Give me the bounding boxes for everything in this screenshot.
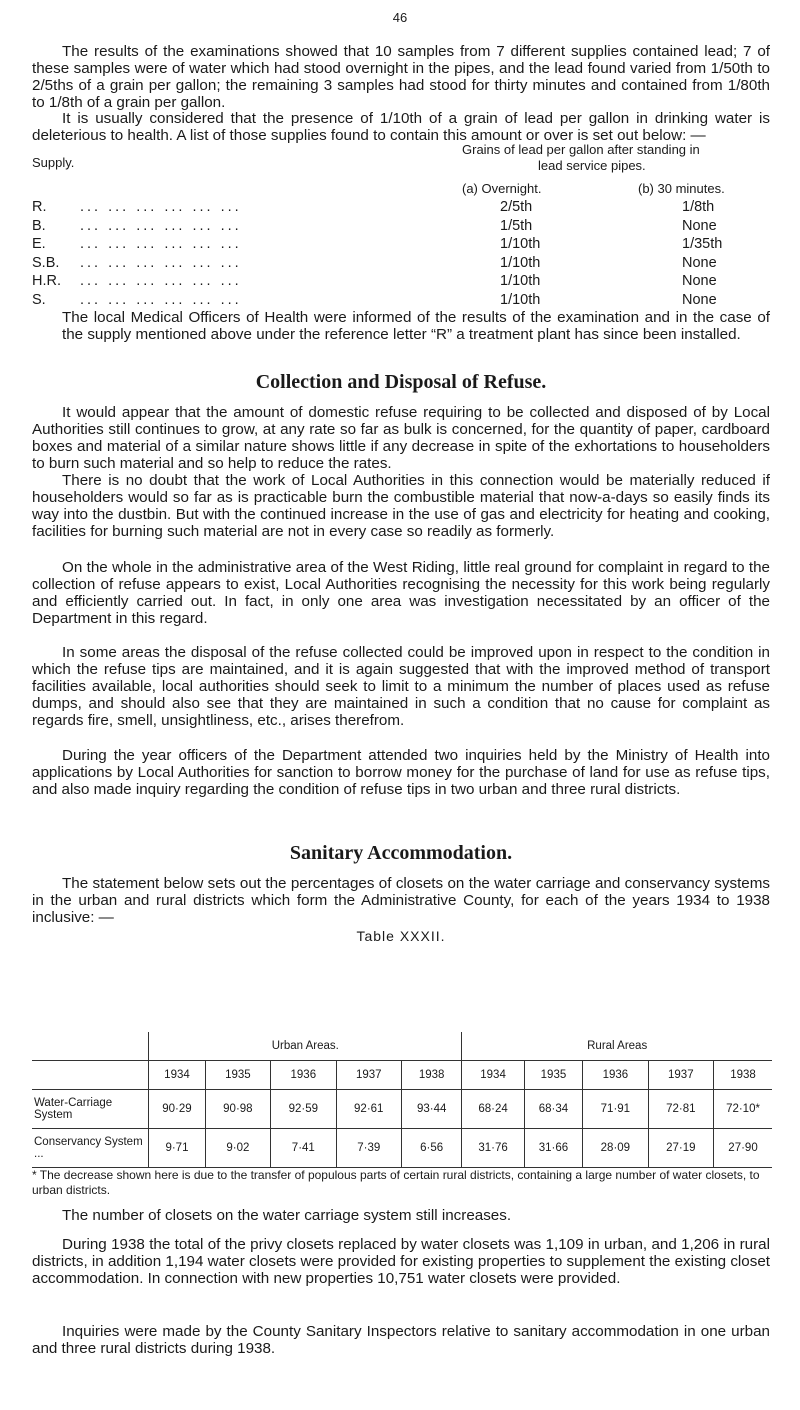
- grains-group-header-line1: Grains of lead per gallon after standing in: [462, 142, 700, 157]
- year-header: 1934: [149, 1061, 205, 1090]
- percentage-cell: 28·09: [583, 1129, 648, 1168]
- paragraph-text: It is usually considered that the presence of 1/10th of a grain of lead per gallon in drinking water is deleterious to health. A list of those supplies found to contain this amount or over is set out below: —: [32, 110, 770, 144]
- percentage-cell: 92·61: [336, 1090, 401, 1129]
- row-label: Conservancy System ...: [32, 1129, 149, 1168]
- paragraph-inspector-inquiries: [32, 1323, 770, 1357]
- paragraph-west-riding: [32, 559, 770, 627]
- dot-leader: ... ... ... ... ... ...: [80, 199, 242, 215]
- year-header: 1938: [714, 1061, 772, 1090]
- supply-row: [32, 218, 772, 236]
- supply-row: [32, 199, 772, 217]
- thirty-minutes-value: None: [682, 217, 717, 234]
- overnight-value: 1/10th: [500, 273, 541, 289]
- table-row: [32, 1129, 772, 1168]
- thirty-minutes-value: None: [682, 291, 717, 308]
- paragraph-text: There is no doubt that the work of Local Authorities in this connection would be materially reduced if householders would so far as is practicable burn the combustible material that now-a-days so easily finds its way into the dustbin. But with the continued increase in the use of gas and electricity for heating and cooking, facilities for burning such material are not in every case so readily as formerly.: [32, 472, 770, 540]
- year-row-label-cell: [32, 1061, 149, 1090]
- percentage-cell: 31·76: [462, 1129, 524, 1168]
- paragraph-text: During 1938 the total of the privy closets replaced by water closets was 1,109 in urban, and 1,206 in rural districts, in addition 1,194 water closets were provided for existing properties to supplement the existing closet accommodation. In connection with new properties 10,751 water closets were provided.: [32, 1236, 770, 1287]
- table-title: Table XXXII.: [356, 928, 446, 944]
- overnight-value: 1/10th: [500, 254, 541, 271]
- paragraph-text: On the whole in the administrative area of the West Riding, little real ground for complaint in regard to the collection of refuse appears to exist, Local Authorities recognising the necessity for this work being regularly and efficiently carried out. In fact, in only one area was investigation necessitated by an officer of the Department in this regard.: [32, 559, 770, 627]
- dot-leader: ... ... ... ... ... ...: [80, 291, 242, 308]
- percentage-cell: 68·24: [462, 1090, 524, 1129]
- overnight-value: 1/10th: [500, 236, 541, 252]
- percentage-cell: 72·10*: [714, 1090, 772, 1129]
- table-corner-cell: [32, 1032, 149, 1061]
- percentage-cell: 9·71: [149, 1129, 205, 1168]
- supply-row: [32, 236, 772, 254]
- paragraph-ministry-inquiries: [32, 747, 770, 798]
- supply-row: [32, 255, 772, 273]
- year-header: 1934: [462, 1061, 524, 1090]
- year-header: 1935: [205, 1061, 270, 1090]
- overnight-value: 1/10th: [500, 291, 541, 308]
- supply-code: B.: [32, 217, 46, 234]
- percentage-cell: 90·29: [149, 1090, 205, 1129]
- thirty-minutes-value: None: [682, 273, 717, 289]
- dot-leader: ... ... ... ... ... ...: [80, 273, 242, 289]
- supply-code: S.B.: [32, 254, 60, 271]
- paragraph-text: In some areas the disposal of the refuse collected could be improved upon in respect to the condition in which the refuse tips are maintained, and it is again suggested that with the improved method of transport facilities available, local authorities should seek to limit to a minimum the number of places used as refuse dumps, and should also see that they are maintained in such a condition that no cause for complaint as regards fire, smell, unsightliness, etc., arises therefrom.: [32, 644, 770, 729]
- paragraph-text: The results of the examinations showed that 10 samples from 7 different supplies contained lead; 7 of these samples were of water which had stood overnight in the pipes, and the lead found varied from 1/50th to 2/5ths of a grain per gallon; the remaining 3 samples had stood for thirty minutes and contained from 1/80th to 1/8th of a grain per gallon.: [32, 43, 770, 111]
- paragraph-privy-replaced: [32, 1236, 770, 1287]
- year-header: 1937: [648, 1061, 713, 1090]
- sanitary-table: [32, 1032, 772, 1168]
- dot-leader: ... ... ... ... ... ...: [80, 217, 242, 234]
- supply-code: E.: [32, 236, 46, 252]
- supply-row: [32, 273, 772, 291]
- rural-areas-header: Rural Areas: [462, 1032, 772, 1061]
- dot-leader: ... ... ... ... ... ...: [80, 236, 242, 252]
- year-header: 1936: [271, 1061, 336, 1090]
- page-number: 46: [392, 10, 408, 25]
- paragraph-closets-increase: [32, 1207, 770, 1224]
- percentage-cell: 31·66: [524, 1129, 582, 1168]
- percentage-cell: 68·34: [524, 1090, 582, 1129]
- paragraph-text: Inquiries were made by the County Sanitary Inspectors relative to sanitary accommodation in one urban and three rural districts during 1938.: [32, 1323, 770, 1357]
- thirty-minutes-value: 1/35th: [682, 236, 723, 252]
- thirty-minutes-value: 1/8th: [682, 199, 715, 215]
- percentage-cell: 7·41: [271, 1129, 336, 1168]
- paragraph-treatment-plant: [32, 309, 770, 343]
- table-footnote: * The decrease shown here is due to the transfer of populous parts of certain rural districts, containing a large number of water closets, to urban districts.: [32, 1168, 760, 1197]
- percentage-cell: 71·91: [583, 1090, 648, 1129]
- year-header: 1938: [401, 1061, 461, 1090]
- year-header: 1936: [583, 1061, 648, 1090]
- paragraph-lead-list-intro: [32, 110, 770, 144]
- dot-leader: ... ... ... ... ... ...: [80, 254, 242, 271]
- overnight-value: 1/5th: [500, 217, 533, 234]
- percentage-cell: 6·56: [401, 1129, 461, 1168]
- percentage-cell: 9·02: [205, 1129, 270, 1168]
- paragraph-householders-burn: [32, 472, 770, 540]
- urban-areas-header: Urban Areas.: [149, 1032, 462, 1061]
- paragraph-text: The local Medical Officers of Health were informed of the results of the examination and in the case of the supply mentioned above under the reference letter “R” a treatment plant has since been installed.: [62, 309, 770, 343]
- percentage-cell: 93·44: [401, 1090, 461, 1129]
- supply-row: [32, 292, 772, 310]
- section-heading-refuse: Collection and Disposal of Refuse.: [255, 371, 547, 393]
- thirty-minutes-value: None: [682, 254, 717, 271]
- percentage-cell: 92·59: [271, 1090, 336, 1129]
- year-header: 1935: [524, 1061, 582, 1090]
- paragraph-lead-results: [32, 43, 770, 111]
- percentage-cell: 90·98: [205, 1090, 270, 1129]
- supply-code: H.R.: [32, 273, 61, 289]
- year-header-row: [32, 1061, 772, 1090]
- paragraph-refuse-growth: [32, 404, 770, 472]
- paragraph-text: During the year officers of the Department attended two inquiries held by the Ministry of Health into applications by Local Authorities for sanction to borrow money for the purchase of land for use as refuse tips, and also made inquiry regarding the condition of refuse tips in two urban and three rural districts.: [32, 747, 770, 798]
- paragraph-text: The statement below sets out the percentages of closets on the water carriage and conservancy systems in the urban and rural districts which form the Administrative County, for each of the years 1934 to 1938 inclusive: —: [32, 875, 770, 926]
- percentage-cell: 27·19: [648, 1129, 713, 1168]
- overnight-column-header: (a) Overnight.: [462, 181, 542, 196]
- paragraph-text: The number of closets on the water carriage system still increases.: [62, 1207, 512, 1224]
- section-heading-sanitary: Sanitary Accommodation.: [289, 842, 513, 864]
- percentage-cell: 72·81: [648, 1090, 713, 1129]
- percentage-cell: 7·39: [336, 1129, 401, 1168]
- paragraph-text: It would appear that the amount of domestic refuse requiring to be collected and disposed of by Local Authorities still continues to grow, at any rate so far as bulk is concerned, for the quantity of paper, cardboard boxes and material of a similar nature shows little if any decrease in spite of the exhortations to householders to burn such material and so help to reduce the rates.: [32, 404, 770, 472]
- grains-group-header-line2: lead service pipes.: [538, 158, 646, 173]
- thirty-minutes-column-header: (b) 30 minutes.: [638, 181, 725, 196]
- percentage-cell: 27·90: [714, 1129, 772, 1168]
- supply-code: R.: [32, 199, 47, 215]
- supply-code: S.: [32, 291, 46, 308]
- paragraph-closets-statement: [32, 875, 770, 926]
- overnight-value: 2/5th: [500, 199, 533, 215]
- table-row: [32, 1090, 772, 1129]
- paragraph-refuse-tips: [32, 644, 770, 729]
- year-header: 1937: [336, 1061, 401, 1090]
- row-label: Water-Carriage System: [32, 1090, 149, 1129]
- supply-column-header: Supply.: [32, 155, 75, 170]
